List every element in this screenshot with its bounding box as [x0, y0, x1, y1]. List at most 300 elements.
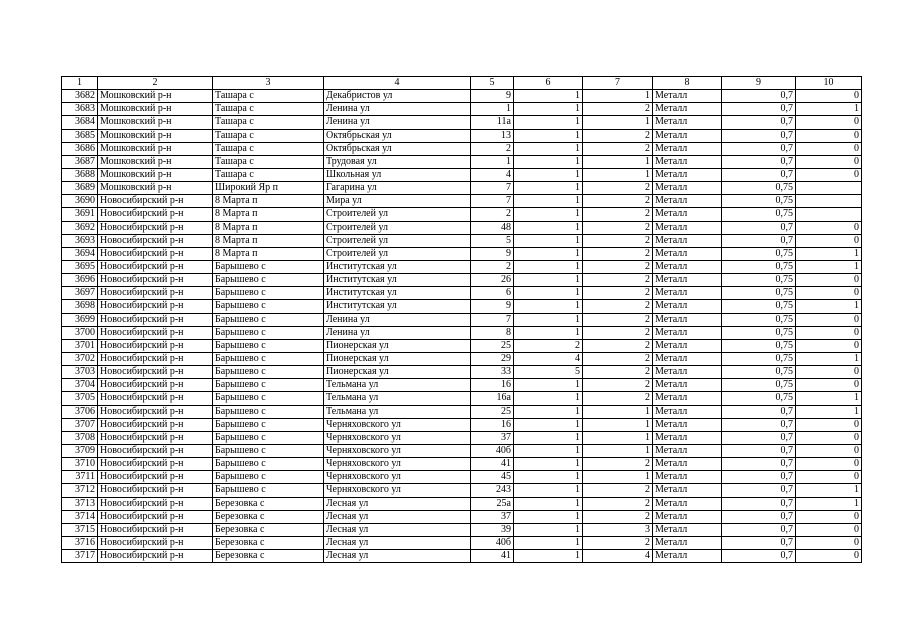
cell-material: Металл [653, 142, 722, 155]
cell-col9: 0,7 [722, 484, 796, 497]
cell-col7: 2 [583, 510, 653, 523]
cell-row-number: 3689 [62, 182, 98, 195]
cell-col6: 1 [514, 129, 583, 142]
cell-row-number: 3697 [62, 287, 98, 300]
cell-col7: 2 [583, 339, 653, 352]
cell-col9: 0,75 [722, 260, 796, 273]
cell-settlement: Барышево с [213, 326, 324, 339]
cell-district: Новосибирский р-н [98, 195, 213, 208]
cell-col6: 1 [514, 208, 583, 221]
cell-col6: 1 [514, 444, 583, 457]
cell-house: 48 [471, 221, 514, 234]
cell-col6: 1 [514, 313, 583, 326]
cell-district: Новосибирский р-н [98, 274, 213, 287]
cell-house: 25а [471, 497, 514, 510]
table-row [62, 142, 862, 155]
cell-col9: 0,7 [722, 168, 796, 181]
cell-street: Черняховского ул [324, 458, 471, 471]
cell-row-number: 3712 [62, 484, 98, 497]
cell-material: Металл [653, 274, 722, 287]
cell-col10: 0 [796, 379, 862, 392]
cell-row-number: 3716 [62, 536, 98, 549]
cell-row-number: 3705 [62, 392, 98, 405]
cell-district: Новосибирский р-н [98, 550, 213, 563]
cell-street: Институтская ул [324, 274, 471, 287]
column-header: 7 [583, 77, 653, 90]
cell-row-number: 3715 [62, 523, 98, 536]
cell-material: Металл [653, 195, 722, 208]
table-row [62, 300, 862, 313]
table-row [62, 431, 862, 444]
cell-material: Металл [653, 366, 722, 379]
table-row [62, 536, 862, 549]
cell-col9: 0,7 [722, 497, 796, 510]
cell-row-number: 3714 [62, 510, 98, 523]
column-header: 4 [324, 77, 471, 90]
cell-district: Новосибирский р-н [98, 366, 213, 379]
cell-district: Новосибирский р-н [98, 247, 213, 260]
cell-house: 4 [471, 168, 514, 181]
table-row [62, 484, 862, 497]
cell-house: 26 [471, 274, 514, 287]
cell-house: 7 [471, 195, 514, 208]
cell-col9: 0,75 [722, 274, 796, 287]
cell-col9: 0,75 [722, 366, 796, 379]
cell-settlement: Ташара с [213, 103, 324, 116]
cell-col7: 2 [583, 326, 653, 339]
cell-col9: 0,75 [722, 182, 796, 195]
cell-col6: 4 [514, 352, 583, 365]
table-row [62, 510, 862, 523]
cell-col6: 1 [514, 484, 583, 497]
cell-house: 9 [471, 90, 514, 103]
cell-col6: 1 [514, 497, 583, 510]
table-row [62, 90, 862, 103]
cell-col7: 2 [583, 103, 653, 116]
cell-material: Металл [653, 444, 722, 457]
cell-material: Металл [653, 431, 722, 444]
table-row [62, 260, 862, 273]
cell-col7: 2 [583, 129, 653, 142]
cell-col7: 2 [583, 247, 653, 260]
cell-col9: 0,75 [722, 326, 796, 339]
cell-settlement: Барышево с [213, 352, 324, 365]
cell-row-number: 3701 [62, 339, 98, 352]
cell-row-number: 3694 [62, 247, 98, 260]
cell-col9: 0,75 [722, 313, 796, 326]
table-row [62, 208, 862, 221]
cell-street: Пионерская ул [324, 339, 471, 352]
cell-street: Лесная ул [324, 550, 471, 563]
cell-house: 16а [471, 392, 514, 405]
cell-house: 9 [471, 247, 514, 260]
cell-col10: 0 [796, 129, 862, 142]
cell-settlement: Барышево с [213, 458, 324, 471]
cell-col10: 0 [796, 444, 862, 457]
cell-col9: 0,7 [722, 129, 796, 142]
cell-col7: 2 [583, 274, 653, 287]
table-row [62, 352, 862, 365]
cell-col9: 0,7 [722, 536, 796, 549]
cell-col7: 2 [583, 366, 653, 379]
cell-col9: 0,75 [722, 287, 796, 300]
cell-house: 11а [471, 116, 514, 129]
cell-col9: 0,7 [722, 458, 796, 471]
cell-col6: 1 [514, 287, 583, 300]
cell-street: Ленина ул [324, 313, 471, 326]
cell-row-number: 3702 [62, 352, 98, 365]
cell-street: Строителей ул [324, 221, 471, 234]
cell-col6: 1 [514, 523, 583, 536]
table-row [62, 103, 862, 116]
cell-street: Строителей ул [324, 247, 471, 260]
cell-street: Школьная ул [324, 168, 471, 181]
cell-col6: 1 [514, 274, 583, 287]
cell-material: Металл [653, 550, 722, 563]
cell-street: Пионерская ул [324, 366, 471, 379]
cell-col7: 2 [583, 497, 653, 510]
cell-house: 37 [471, 510, 514, 523]
cell-row-number: 3717 [62, 550, 98, 563]
table-row [62, 195, 862, 208]
cell-col9: 0,7 [722, 155, 796, 168]
cell-house: 16 [471, 418, 514, 431]
cell-col7: 4 [583, 550, 653, 563]
cell-row-number: 3696 [62, 274, 98, 287]
cell-material: Металл [653, 484, 722, 497]
cell-col7: 2 [583, 208, 653, 221]
cell-material: Металл [653, 129, 722, 142]
cell-street: Черняховского ул [324, 431, 471, 444]
cell-settlement: Ташара с [213, 168, 324, 181]
cell-col7: 1 [583, 405, 653, 418]
cell-col9: 0,7 [722, 116, 796, 129]
cell-col10 [796, 195, 862, 208]
cell-col10: 0 [796, 274, 862, 287]
cell-col9: 0,75 [722, 352, 796, 365]
cell-row-number: 3699 [62, 313, 98, 326]
cell-district: Новосибирский р-н [98, 379, 213, 392]
cell-district: Новосибирский р-н [98, 523, 213, 536]
cell-district: Новосибирский р-н [98, 536, 213, 549]
cell-house: 33 [471, 366, 514, 379]
cell-col6: 1 [514, 90, 583, 103]
cell-material: Металл [653, 221, 722, 234]
cell-district: Новосибирский р-н [98, 287, 213, 300]
cell-house: 25 [471, 339, 514, 352]
cell-house: 7 [471, 182, 514, 195]
cell-street: Тельмана ул [324, 379, 471, 392]
cell-col9: 0,7 [722, 221, 796, 234]
cell-district: Новосибирский р-н [98, 444, 213, 457]
table-row [62, 471, 862, 484]
cell-district: Мошковский р-н [98, 129, 213, 142]
cell-house: 41 [471, 458, 514, 471]
data-table [61, 76, 862, 563]
table-row [62, 497, 862, 510]
cell-house: 5 [471, 234, 514, 247]
cell-col7: 2 [583, 142, 653, 155]
cell-street: Гагарина ул [324, 182, 471, 195]
cell-col7: 2 [583, 484, 653, 497]
cell-material: Металл [653, 523, 722, 536]
cell-col6: 1 [514, 247, 583, 260]
cell-col6: 2 [514, 339, 583, 352]
cell-district: Новосибирский р-н [98, 405, 213, 418]
cell-col10: 1 [796, 392, 862, 405]
cell-col9: 0,75 [722, 208, 796, 221]
column-header: 9 [722, 77, 796, 90]
cell-material: Металл [653, 300, 722, 313]
cell-settlement: Барышево с [213, 274, 324, 287]
cell-col10: 1 [796, 103, 862, 116]
cell-row-number: 3683 [62, 103, 98, 116]
cell-material: Металл [653, 339, 722, 352]
cell-material: Металл [653, 497, 722, 510]
cell-col6: 1 [514, 510, 583, 523]
cell-col7: 2 [583, 536, 653, 549]
cell-row-number: 3685 [62, 129, 98, 142]
cell-col6: 1 [514, 195, 583, 208]
cell-col10: 0 [796, 418, 862, 431]
cell-settlement: 8 Марта п [213, 208, 324, 221]
cell-col10 [796, 208, 862, 221]
table-row [62, 168, 862, 181]
table-row [62, 366, 862, 379]
cell-settlement: Березовка с [213, 523, 324, 536]
cell-col9: 0,7 [722, 550, 796, 563]
cell-col10: 0 [796, 523, 862, 536]
cell-settlement: Барышево с [213, 339, 324, 352]
cell-row-number: 3692 [62, 221, 98, 234]
column-header: 10 [796, 77, 862, 90]
cell-settlement: Барышево с [213, 379, 324, 392]
cell-district: Новосибирский р-н [98, 497, 213, 510]
cell-settlement: Ташара с [213, 129, 324, 142]
cell-col10: 0 [796, 221, 862, 234]
cell-col7: 2 [583, 195, 653, 208]
cell-district: Мошковский р-н [98, 142, 213, 155]
cell-col6: 5 [514, 366, 583, 379]
cell-settlement: Барышево с [213, 313, 324, 326]
cell-material: Металл [653, 405, 722, 418]
table-row [62, 116, 862, 129]
cell-col7: 2 [583, 392, 653, 405]
column-header: 1 [62, 77, 98, 90]
cell-col9: 0,7 [722, 444, 796, 457]
cell-house: 40б [471, 444, 514, 457]
table-row [62, 339, 862, 352]
cell-col9: 0,75 [722, 339, 796, 352]
cell-col10: 0 [796, 155, 862, 168]
cell-district: Мошковский р-н [98, 155, 213, 168]
cell-street: Лесная ул [324, 536, 471, 549]
cell-street: Ленина ул [324, 326, 471, 339]
cell-col10: 0 [796, 142, 862, 155]
cell-col6: 1 [514, 234, 583, 247]
cell-house: 16 [471, 379, 514, 392]
cell-col9: 0,75 [722, 392, 796, 405]
cell-street: Строителей ул [324, 234, 471, 247]
cell-col9: 0,75 [722, 300, 796, 313]
cell-col9: 0,7 [722, 142, 796, 155]
cell-district: Новосибирский р-н [98, 300, 213, 313]
cell-col6: 1 [514, 168, 583, 181]
cell-street: Тельмана ул [324, 392, 471, 405]
cell-street: Институтская ул [324, 287, 471, 300]
cell-row-number: 3708 [62, 431, 98, 444]
cell-col10: 0 [796, 90, 862, 103]
cell-district: Мошковский р-н [98, 103, 213, 116]
column-header: 8 [653, 77, 722, 90]
table-body [62, 77, 862, 563]
cell-settlement: Березовка с [213, 510, 324, 523]
cell-district: Новосибирский р-н [98, 471, 213, 484]
cell-house: 41 [471, 550, 514, 563]
cell-col10: 0 [796, 326, 862, 339]
cell-street: Черняховского ул [324, 484, 471, 497]
cell-district: Новосибирский р-н [98, 313, 213, 326]
table-row [62, 182, 862, 195]
cell-col9: 0,7 [722, 234, 796, 247]
cell-district: Новосибирский р-н [98, 431, 213, 444]
cell-col10: 1 [796, 300, 862, 313]
cell-material: Металл [653, 458, 722, 471]
cell-street: Лесная ул [324, 510, 471, 523]
cell-district: Новосибирский р-н [98, 418, 213, 431]
cell-material: Металл [653, 352, 722, 365]
cell-settlement: Березовка с [213, 550, 324, 563]
cell-street: Пионерская ул [324, 352, 471, 365]
table-row [62, 550, 862, 563]
cell-col6: 1 [514, 260, 583, 273]
cell-district: Новосибирский р-н [98, 458, 213, 471]
cell-col6: 1 [514, 142, 583, 155]
cell-col7: 2 [583, 313, 653, 326]
cell-col7: 1 [583, 471, 653, 484]
table-row [62, 287, 862, 300]
cell-house: 40б [471, 536, 514, 549]
cell-street: Лесная ул [324, 497, 471, 510]
table-row [62, 444, 862, 457]
cell-col6: 1 [514, 471, 583, 484]
cell-row-number: 3700 [62, 326, 98, 339]
cell-street: Черняховского ул [324, 418, 471, 431]
cell-col6: 1 [514, 182, 583, 195]
cell-settlement: Барышево с [213, 260, 324, 273]
cell-row-number: 3686 [62, 142, 98, 155]
cell-house: 8 [471, 326, 514, 339]
cell-row-number: 3703 [62, 366, 98, 379]
cell-row-number: 3704 [62, 379, 98, 392]
cell-district: Мошковский р-н [98, 116, 213, 129]
table-row [62, 458, 862, 471]
cell-row-number: 3688 [62, 168, 98, 181]
cell-material: Металл [653, 208, 722, 221]
cell-district: Новосибирский р-н [98, 339, 213, 352]
cell-col9: 0,7 [722, 510, 796, 523]
cell-col6: 1 [514, 431, 583, 444]
cell-col7: 2 [583, 352, 653, 365]
cell-settlement: Барышево с [213, 431, 324, 444]
cell-street: Ленина ул [324, 116, 471, 129]
cell-material: Металл [653, 116, 722, 129]
cell-col9: 0,7 [722, 431, 796, 444]
cell-col9: 0,75 [722, 195, 796, 208]
cell-col9: 0,7 [722, 471, 796, 484]
cell-house: 9 [471, 300, 514, 313]
cell-col7: 1 [583, 444, 653, 457]
cell-district: Новосибирский р-н [98, 208, 213, 221]
cell-col10: 1 [796, 247, 862, 260]
cell-settlement: Широкий Яр п [213, 182, 324, 195]
cell-row-number: 3706 [62, 405, 98, 418]
cell-house: 45 [471, 471, 514, 484]
cell-col6: 1 [514, 155, 583, 168]
cell-house: 1 [471, 155, 514, 168]
cell-house: 25 [471, 405, 514, 418]
cell-col10: 0 [796, 116, 862, 129]
cell-street: Черняховского ул [324, 471, 471, 484]
column-header: 2 [98, 77, 213, 90]
cell-district: Новосибирский р-н [98, 352, 213, 365]
cell-settlement: Барышево с [213, 471, 324, 484]
column-header: 6 [514, 77, 583, 90]
cell-col10: 0 [796, 287, 862, 300]
cell-district: Новосибирский р-н [98, 510, 213, 523]
cell-col6: 1 [514, 300, 583, 313]
cell-settlement: Барышево с [213, 405, 324, 418]
cell-col10: 0 [796, 313, 862, 326]
cell-col6: 1 [514, 550, 583, 563]
cell-material: Металл [653, 234, 722, 247]
cell-col9: 0,7 [722, 418, 796, 431]
cell-house: 243 [471, 484, 514, 497]
cell-material: Металл [653, 90, 722, 103]
cell-col10: 0 [796, 431, 862, 444]
table-row [62, 313, 862, 326]
cell-row-number: 3690 [62, 195, 98, 208]
cell-street: Строителей ул [324, 208, 471, 221]
cell-district: Новосибирский р-н [98, 234, 213, 247]
cell-street: Лесная ул [324, 523, 471, 536]
cell-row-number: 3695 [62, 260, 98, 273]
cell-col7: 2 [583, 182, 653, 195]
cell-col7: 1 [583, 90, 653, 103]
cell-settlement: Барышево с [213, 392, 324, 405]
cell-material: Металл [653, 510, 722, 523]
cell-col10: 0 [796, 471, 862, 484]
cell-settlement: Барышево с [213, 300, 324, 313]
cell-col7: 1 [583, 168, 653, 181]
cell-material: Металл [653, 379, 722, 392]
cell-street: Мира ул [324, 195, 471, 208]
cell-district: Новосибирский р-н [98, 326, 213, 339]
cell-material: Металл [653, 313, 722, 326]
cell-row-number: 3711 [62, 471, 98, 484]
cell-district: Мошковский р-н [98, 90, 213, 103]
cell-col9: 0,7 [722, 103, 796, 116]
cell-col10: 0 [796, 536, 862, 549]
cell-material: Металл [653, 103, 722, 116]
cell-street: Тельмана ул [324, 405, 471, 418]
cell-house: 39 [471, 523, 514, 536]
cell-col6: 1 [514, 116, 583, 129]
cell-street: Институтская ул [324, 300, 471, 313]
cell-col7: 2 [583, 458, 653, 471]
cell-col7: 3 [583, 523, 653, 536]
cell-col6: 1 [514, 392, 583, 405]
